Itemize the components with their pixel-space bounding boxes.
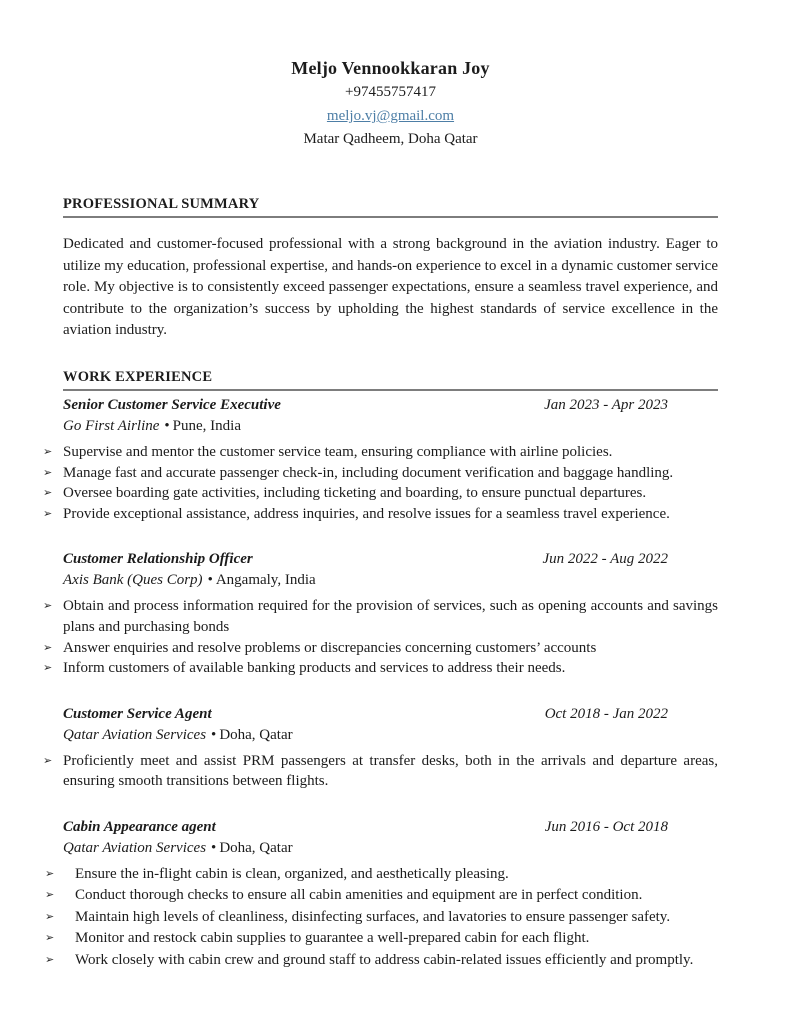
- arrow-bullet-icon: ➢: [45, 909, 55, 923]
- bullet-text: Obtain and process information required for the provision of services, such as opening accounts and savings plans and purchasing bonds: [63, 598, 718, 635]
- arrow-bullet-icon: ➢: [45, 931, 55, 945]
- job-dates: Jun 2016 - Oct 2018: [544, 818, 668, 835]
- work-experience-section: [43, 368, 718, 971]
- arrow-bullet-icon: ➢: [43, 465, 53, 479]
- company-name: Axis Bank (Ques Corp): [63, 572, 203, 589]
- company-line: [63, 416, 718, 437]
- arrow-bullet-icon: ➢: [43, 753, 53, 767]
- bullet-text: Oversee boarding gate activities, including ticketing and boarding, to ensure punctual departures.: [63, 485, 647, 502]
- arrow-bullet-icon: ➢: [43, 599, 53, 613]
- bullet-item: [45, 864, 718, 886]
- arrow-bullet-icon: ➢: [45, 888, 55, 902]
- job-location: Doha, Qatar: [219, 726, 293, 743]
- bullet-text: Ensure the in-flight cabin is clean, organized, and aesthetically pleasing.: [75, 865, 509, 882]
- job-entry-cabin-appearance-agent: [45, 817, 718, 972]
- job-header: [63, 817, 718, 838]
- bullet-text: Inform customers of available banking products and services to address their needs.: [63, 660, 566, 677]
- bullet-list: [45, 864, 718, 972]
- dot-separator: •: [211, 839, 217, 856]
- job-title: Senior Customer Service Executive: [63, 396, 281, 413]
- bullet-text: Maintain high levels of cleanliness, disinfecting surfaces, and lavatories to ensure passenger safety.: [75, 908, 671, 925]
- arrow-bullet-icon: ➢: [43, 640, 53, 654]
- email-link[interactable]: meljo.vj@gmail.com: [326, 108, 455, 124]
- job-title: Cabin Appearance agent: [63, 818, 216, 835]
- resume-header: [63, 56, 718, 150]
- job-header: [63, 704, 718, 725]
- arrow-bullet-icon: ➢: [43, 506, 53, 520]
- company-line: [63, 725, 718, 746]
- summary-paragraph: Dedicated and customer-focused professional with a strong background in the aviation industry. Eager to utilize my education, professional expertise, and hands-on experience to excel in a dynamic customer service role. My objective is to consistently exceed passenger expectations, ensure a seamless travel experience, and contribute to the organization’s success by upholding the highest standards of service excellence in the aviation industry.: [63, 236, 718, 339]
- bullet-item: [43, 638, 718, 659]
- arrow-bullet-icon: ➢: [45, 866, 55, 880]
- bullet-item: [43, 596, 718, 637]
- bullet-item: [43, 658, 718, 679]
- bullet-text: Conduct thorough checks to ensure all cabin amenities and equipment are in perfect condition.: [75, 887, 643, 904]
- job-header: [63, 549, 718, 570]
- arrow-bullet-icon: ➢: [43, 661, 53, 675]
- dot-separator: •: [207, 572, 213, 589]
- professional-summary-heading: PROFESSIONAL SUMMARY: [63, 196, 718, 218]
- job-entry-customer-service-agent: [43, 704, 718, 792]
- bullet-item: [45, 907, 718, 929]
- bullet-item: [43, 751, 718, 792]
- candidate-name: Meljo Vennookkaran Joy: [291, 58, 490, 78]
- dot-separator: •: [164, 417, 170, 434]
- job-dates: Oct 2018 - Jan 2022: [544, 705, 668, 722]
- dot-separator: •: [211, 726, 217, 743]
- company-name: Qatar Aviation Services: [63, 726, 207, 743]
- job-dates: Jan 2023 - Apr 2023: [544, 396, 668, 413]
- job-location: Angamaly, India: [215, 572, 316, 589]
- bullet-text: Answer enquiries and resolve problems or discrepancies concerning customers’ accounts: [63, 639, 597, 656]
- bullet-item: [45, 885, 718, 907]
- company-line: [63, 570, 718, 591]
- work-experience-heading: WORK EXPERIENCE: [63, 369, 718, 391]
- bullet-text: Proficiently meet and assist PRM passengers at transfer desks, both in the arrivals and departure areas, ensuring smooth transitions between flights.: [63, 752, 718, 790]
- job-location: Doha, Qatar: [219, 839, 293, 856]
- bullet-item: [43, 442, 718, 463]
- email-line: [63, 106, 718, 127]
- job-title: Customer Service Agent: [63, 705, 212, 722]
- bullet-text: Manage fast and accurate passenger check-in, including document verification and baggage handling.: [63, 464, 674, 481]
- bullet-item: [43, 463, 718, 484]
- bullet-item: [45, 928, 718, 950]
- bullet-text: Work closely with cabin crew and ground staff to address cabin-related issues efficiently and promptly.: [75, 951, 694, 968]
- arrow-bullet-icon: ➢: [43, 444, 53, 458]
- job-location: Pune, India: [172, 417, 241, 434]
- job-header: [63, 395, 718, 416]
- bullet-item: [43, 504, 718, 525]
- bullet-item: [45, 950, 718, 972]
- professional-summary-section: [63, 196, 718, 342]
- bullet-item: [43, 483, 718, 504]
- arrow-bullet-icon: ➢: [45, 952, 55, 966]
- job-entry-senior-customer-service-executive: [43, 395, 718, 524]
- company-name: Qatar Aviation Services: [63, 839, 207, 856]
- bullet-list: [43, 596, 718, 678]
- phone-number: +97455757417: [345, 84, 436, 100]
- company-name: Go First Airline: [63, 417, 160, 434]
- bullet-text: Supervise and mentor the customer service team, ensuring compliance with airline policies.: [63, 443, 613, 460]
- bullet-list: [43, 442, 718, 524]
- job-dates: Jun 2022 - Aug 2022: [542, 551, 668, 568]
- arrow-bullet-icon: ➢: [43, 486, 53, 500]
- bullet-text: Monitor and restock cabin supplies to guarantee a well-prepared cabin for each flight.: [75, 930, 590, 947]
- bullet-list: [43, 751, 718, 792]
- job-title: Customer Relationship Officer: [63, 551, 253, 568]
- job-entry-customer-relationship-officer: [43, 549, 718, 678]
- address: Matar Qadheem, Doha Qatar: [303, 131, 478, 147]
- company-line: [63, 838, 718, 859]
- bullet-text: Provide exceptional assistance, address inquiries, and resolve issues for a seamless travel experience.: [63, 505, 670, 522]
